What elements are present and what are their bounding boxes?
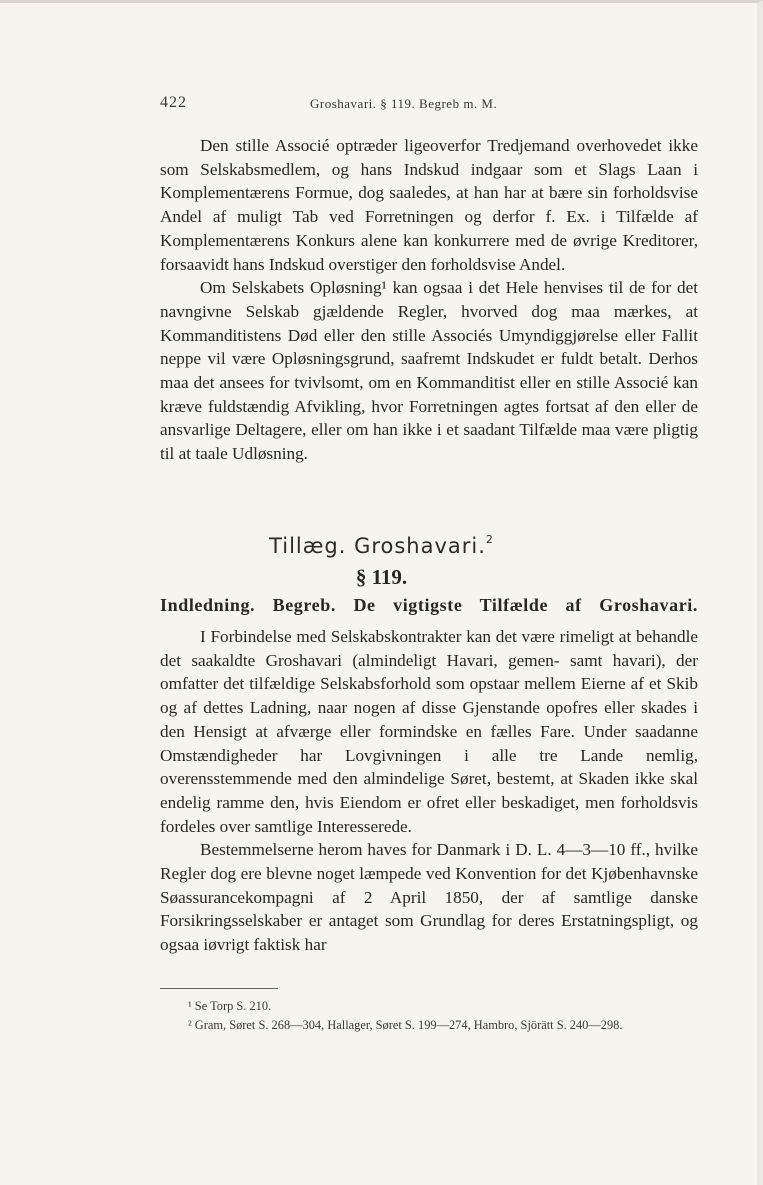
body-text-top [160,134,698,466]
appendix-title-text: Tillæg. Groshavari. [269,534,486,558]
section-heading: Indledning. Begreb. De vigtigste Tilfælde af Groshavari. [160,595,698,615]
body-text-bottom [160,625,698,957]
footnote: ² Gram, Søret S. 268—304, Hallager, Søret S. 199—274, Hambro, Sjörätt S. 240—298. [188,1018,623,1032]
paragraph: Den stille Associé optræder ligeoverfor Tredjemand overhovedet ikke som Selskabsmedlem, og hans Indskud indgaar som et Slags Laan i Komplementærens Formue, dog saaledes, at han har at bære sin forholdsvise Andel af muligt Tab ved Forretningen og derfor f. Ex. i Tilfælde af Komplementærens Konkurs alene kan konkurrere med de øvrige Kreditorer, forsaavidt hans Indskud overstiger den forholdsvise Andel. [160,136,698,274]
paragraph: Om Selskabets Opløsning¹ kan ogsaa i det Hele henvises til de for det navngivne Selskab gjældende Regler, hvorved dog maa mærkes, at Kommanditistens Død eller den stille Associés Umyndiggjørelse eller Fallit neppe vil være Opløsningsgrund, saafremt Indskudet er fuldt betalt. Derhos maa det ansees for tvivlsomt, om en Kommanditist eller en stille Associé kan kræve fuldstændig Afvikling, hvor Forretningen agtes fortsat af den eller de ansvarlige Deltagere, eller om han ikke i et saadant Tilfælde maa være pligtig til at taale Udløsning. [160,278,698,464]
footnotes [160,997,698,1035]
page-number: 422 [160,94,187,111]
running-head [160,94,700,116]
footnote-marker: 2 [485,533,494,546]
appendix-title [0,533,763,558]
footnote: ¹ Se Torp S. 210. [188,999,272,1013]
running-title: Groshavari. § 119. Begreb m. M. [310,96,498,111]
footnote-rule [160,988,278,989]
paragraph: I Forbindelse med Selskabskontrakter kan det være rimeligt at behandle det saakaldte Groshavari (almindeligt Havari, gemen- samt havari), der omfatter det tilfældige Selskabsforhold som opstaar mellem Eierne af et Skib og af dettes Ladning, naar nogen af disse Gjenstande opofres eller skades i den Hensigt at afværge eller formindske en fælles Fare. Under saadanne Omstændigheder har Lovgivningen i alle tre Lande nemlig, overensstemmende med den almindelige Søret, bestemt, at Skaden ikke skal endelig ramme den, hvis Eiendom er ofret eller beskadiget, men forholdsvis fordeles over samtlige Interesserede. [160,627,698,836]
section-number: § 119. [355,565,408,589]
paragraph: Bestemmelserne herom haves for Danmark i D. L. 4—3—10 ff., hvilke Regler dog ere blevne noget læmpede ved Konvention for det Kjøbenhavnske Søassurancekompagni af 2 April 1850, der af samtlige danske Forsikringsselskaber er antaget som Grundlag for deres Erstatningspligt, og ogsaa iøvrigt faktisk har [160,840,698,955]
